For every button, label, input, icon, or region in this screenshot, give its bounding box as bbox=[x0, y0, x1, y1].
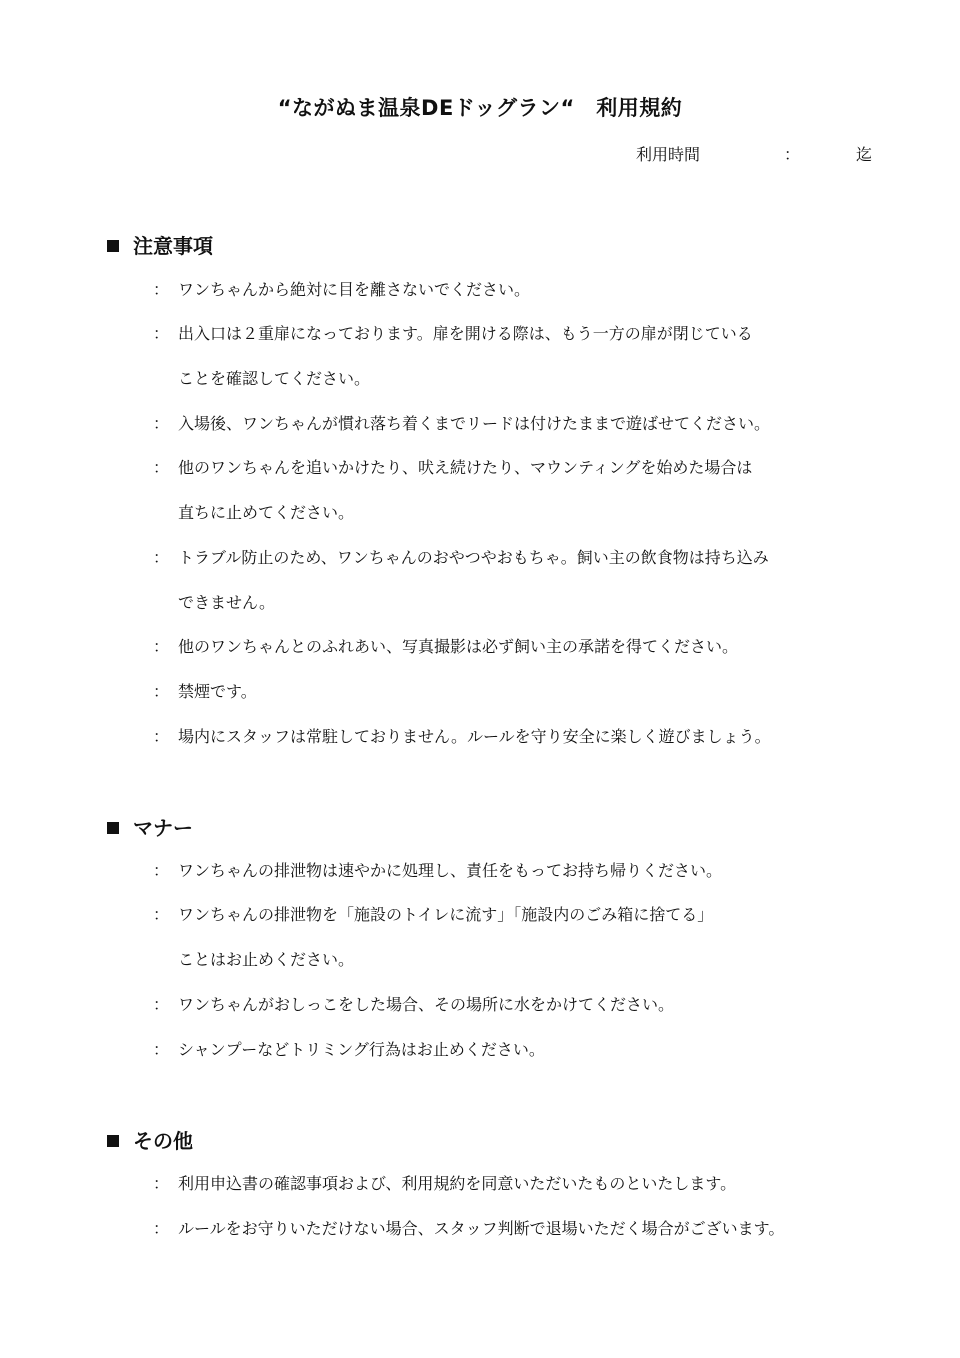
section-heading-text: マナー bbox=[133, 816, 193, 840]
usage-time-colon: ： bbox=[784, 145, 801, 164]
item-bullet: ： bbox=[153, 1174, 170, 1193]
item-bullet: ： bbox=[153, 1219, 170, 1238]
item-bullet: ： bbox=[153, 682, 170, 701]
item-text: トラブル防止のため、ワンちゃんのおやつやおもちゃ。飼い主の飲食物は持ち込み bbox=[178, 548, 769, 567]
usage-time-label: 利用時間 bbox=[636, 145, 701, 164]
document-title: “ながぬま温泉DEドッグラン“ 利用規約 bbox=[277, 96, 683, 120]
black-square-icon bbox=[107, 240, 119, 252]
section-heading-manners bbox=[107, 812, 193, 841]
item-bullet: ： bbox=[153, 861, 170, 880]
item-text: ルールをお守りいただけない場合、スタッフ判断で退場いただく場合がございます。 bbox=[178, 1219, 785, 1238]
item-text-continued: ことを確認してください。 bbox=[178, 369, 371, 388]
item-text: 出入口は２重扉になっております。扉を開ける際は、もう一方の扉が閉じている bbox=[178, 324, 753, 343]
item-bullet: ： bbox=[153, 727, 170, 746]
item-text: 他のワンちゃんとのふれあい、写真撮影は必ず飼い主の承諾を得てください。 bbox=[178, 637, 739, 656]
item-text-continued: 直ちに止めてください。 bbox=[178, 503, 355, 522]
usage-time-until: 迄 bbox=[856, 145, 873, 164]
item-text: 禁煙です。 bbox=[178, 682, 257, 701]
black-square-icon bbox=[107, 822, 119, 834]
section-heading-other bbox=[107, 1125, 193, 1154]
item-text: ワンちゃんがおしっこをした場合、その場所に水をかけてください。 bbox=[178, 995, 675, 1014]
black-square-icon bbox=[107, 1135, 119, 1147]
section-heading-cautions bbox=[107, 230, 213, 259]
item-text: 利用申込書の確認事項および、利用規約を同意いただいたものといたします。 bbox=[178, 1174, 737, 1193]
item-text-continued: できません。 bbox=[178, 593, 275, 612]
section-heading-text: その他 bbox=[133, 1129, 193, 1153]
section-heading-text: 注意事項 bbox=[133, 234, 213, 258]
item-bullet: ： bbox=[153, 1040, 170, 1059]
item-bullet: ： bbox=[153, 414, 170, 433]
item-text-continued: ことはお止めください。 bbox=[178, 950, 355, 969]
item-bullet: ： bbox=[153, 458, 170, 477]
item-text: ワンちゃんから絶対に目を離さないでください。 bbox=[178, 280, 531, 299]
item-text: 他のワンちゃんを追いかけたり、吠え続けたり、マウンティングを始めた場合は bbox=[178, 458, 753, 477]
item-bullet: ： bbox=[153, 995, 170, 1014]
item-bullet: ： bbox=[153, 548, 170, 567]
item-text: シャンプーなどトリミング行為はお止めください。 bbox=[178, 1040, 545, 1059]
item-text: ワンちゃんの排泄物を「施設のトイレに流す」「施設内のごみ箱に捨てる」 bbox=[178, 905, 714, 924]
item-bullet: ： bbox=[153, 637, 170, 656]
item-text: 場内にスタッフは常駐しておりません。ルールを守り安全に楽しく遊びましょう。 bbox=[178, 727, 771, 746]
item-bullet: ： bbox=[153, 324, 170, 343]
item-bullet: ： bbox=[153, 280, 170, 299]
item-text: ワンちゃんの排泄物は速やかに処理し、責任をもってお持ち帰りください。 bbox=[178, 861, 723, 880]
item-text: 入場後、ワンちゃんが慣れ落ち着くまでリードは付けたままで遊ばせてください。 bbox=[178, 414, 771, 433]
item-bullet: ： bbox=[153, 905, 170, 924]
